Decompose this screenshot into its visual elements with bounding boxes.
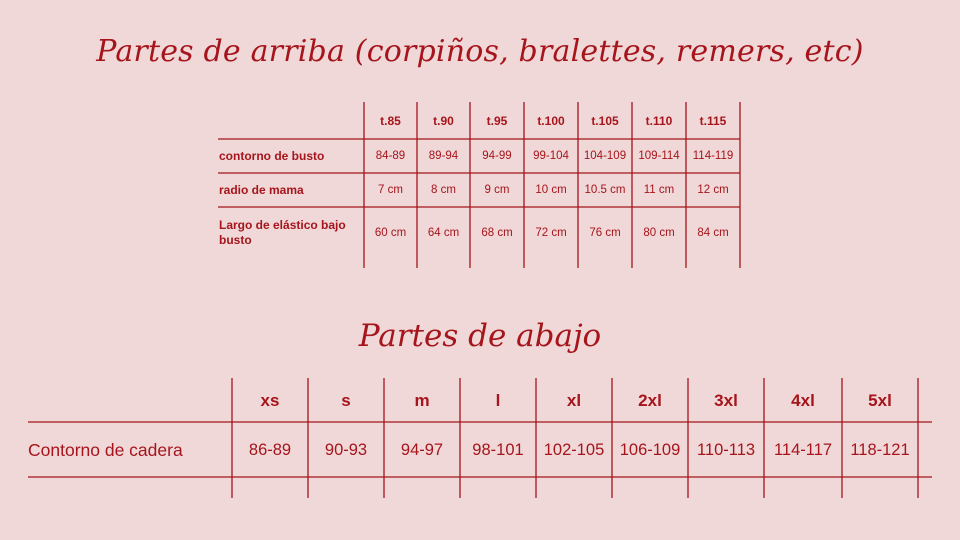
bottom-header-l: l: [495, 391, 501, 410]
top-row-label: contorno de busto: [219, 148, 325, 163]
top-header-t110: t.110: [645, 113, 673, 128]
bottom-header-s: s: [341, 391, 351, 410]
table-cell: 84-89: [375, 150, 406, 162]
bottom-header-5xl: 5xl: [868, 391, 892, 410]
top-row-label: Largo de elástico bajo busto: [219, 218, 346, 247]
top-header-t85: t.85: [380, 113, 401, 128]
bottom-header-m: m: [414, 391, 430, 410]
table-cell: 118-121: [850, 441, 910, 459]
table-cell: 94-97: [400, 441, 444, 459]
bottom-header-3xl: 3xl: [714, 391, 738, 410]
bottom-header-xl: xl: [566, 391, 582, 410]
table-cell: 114-117: [773, 441, 833, 459]
table-cell: 84 cm: [697, 227, 729, 239]
table-cell: 104-109: [583, 150, 627, 162]
bottom-header-2xl: 2xl: [638, 391, 662, 410]
bottom-section-title: Partes de abajo: [358, 318, 602, 354]
table-cell: 10.5 cm: [584, 184, 626, 196]
table-cell: 114-119: [692, 150, 734, 162]
bottom-header-xs: xs: [260, 391, 280, 410]
table-cell: 109-114: [638, 150, 680, 162]
top-header-t115: t.115: [699, 113, 727, 128]
bottom-row-label: Contorno de cadera: [28, 440, 183, 460]
table-cell: 12 cm: [697, 184, 729, 196]
table-cell: 64 cm: [427, 227, 460, 239]
top-row-label: radio de mama: [219, 182, 304, 197]
table-cell: 8 cm: [431, 184, 456, 196]
table-cell: 60 cm: [374, 227, 407, 239]
table-cell: 90-93: [324, 441, 368, 459]
top-header-t95: t.95: [486, 113, 508, 128]
table-cell: 76 cm: [589, 227, 621, 239]
table-cell: 94-99: [482, 150, 512, 162]
table-cell: 106-109: [619, 441, 681, 459]
table-cell: 11 cm: [643, 184, 675, 196]
table-cell: 7 cm: [378, 184, 403, 196]
table-cell: 102-105: [543, 441, 605, 459]
top-header-t100: t.100: [537, 113, 565, 128]
bottom-header-4xl: 4xl: [791, 391, 815, 410]
table-cell: 80 cm: [643, 227, 675, 239]
top-header-t105: t.105: [591, 113, 619, 128]
table-cell: 99-104: [533, 150, 569, 162]
table-cell: 68 cm: [481, 227, 513, 239]
top-section-title: Partes de arriba (corpiños, bralettes, remers, etc): [96, 34, 864, 69]
table-cell: 72 cm: [535, 227, 567, 239]
table-cell: 10 cm: [535, 184, 567, 196]
table-cell: 89-94: [428, 150, 459, 162]
table-cell: 9 cm: [484, 184, 510, 196]
top-header-t90: t.90: [433, 113, 454, 128]
table-cell: 98-101: [472, 441, 524, 459]
table-cell: 86-89: [248, 441, 292, 459]
table-cell: 110-113: [696, 441, 756, 459]
